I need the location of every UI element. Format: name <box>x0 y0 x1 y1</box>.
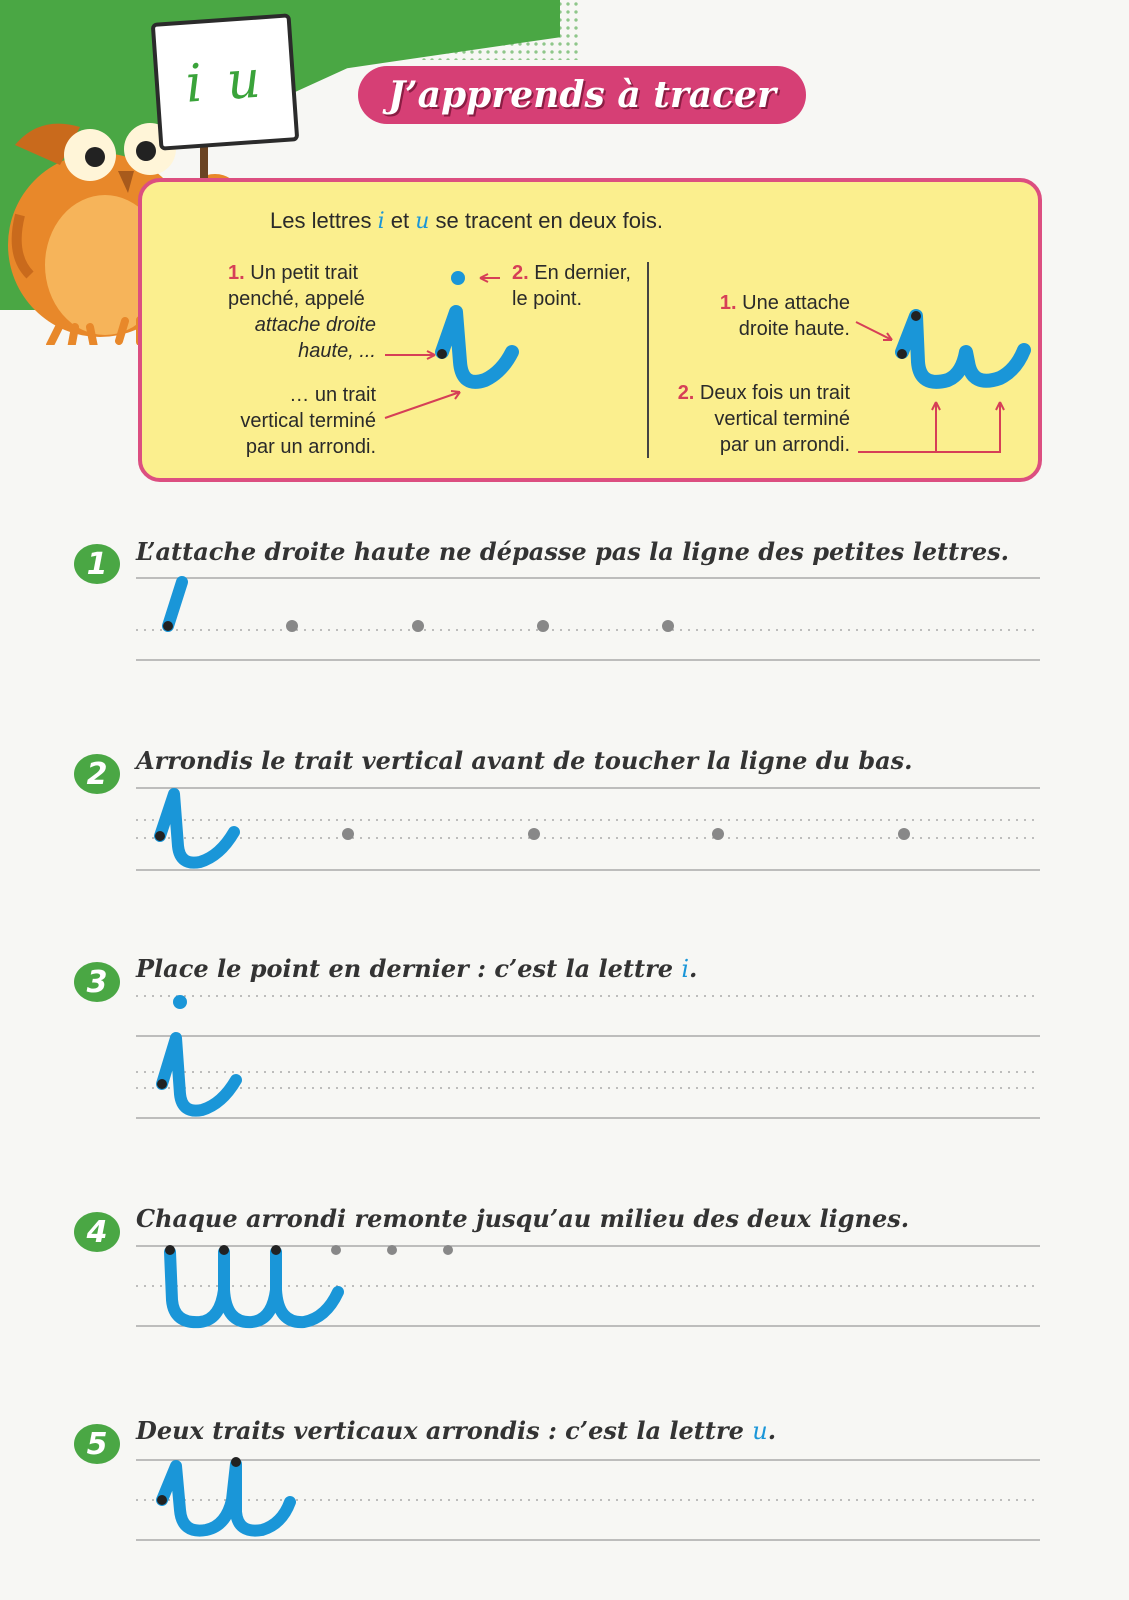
ex2-start-dot <box>342 828 354 840</box>
u-step1: 1. Une attache droite haute. <box>719 292 850 340</box>
i-step1: 1. Un petit trait penché, appelé <box>228 262 365 310</box>
ex1-start-dot <box>537 620 549 632</box>
ex1-start-dot <box>662 620 674 632</box>
exercise-instruction: Chaque arrondi remonte jusqu’au milieu des deux lignes. <box>136 1204 910 1233</box>
ex4-start-dot <box>443 1245 453 1255</box>
exercise-number-badge: 5 <box>74 1424 120 1464</box>
intro-letter-u: u <box>415 209 430 234</box>
intro-text-start: Les lettres <box>270 208 378 233</box>
exercise-number-badge: 3 <box>74 962 120 1002</box>
ex4-model-stroke <box>170 1252 224 1322</box>
i-step1-attache: attache droite haute, ... <box>254 314 376 362</box>
exercise-number-badge: 4 <box>74 1212 120 1252</box>
i-step1-trait: … un trait vertical terminé par un arrondi. <box>240 384 376 458</box>
ex3-dot <box>173 995 187 1009</box>
intro-text-mid: et <box>384 208 416 233</box>
ex4-start-dot <box>331 1245 341 1255</box>
exercise-instruction: Arrondis le trait vertical avant de toucher la ligne du bas. <box>136 746 913 775</box>
exercise-number-badge: 2 <box>74 754 120 794</box>
exercise-number-badge: 1 <box>74 544 120 584</box>
ex3-model-stroke <box>162 1038 236 1111</box>
exercise-instruction: L’attache droite haute ne dépasse pas la ligne des petites lettres. <box>136 537 1010 566</box>
page-title: J’apprends à tracer <box>388 74 776 116</box>
ex1-start-dot <box>286 620 298 632</box>
ex2-start-dot <box>528 828 540 840</box>
intro-letter-i: i <box>377 209 385 234</box>
ex4-start-dot <box>387 1245 397 1255</box>
exercise-letter: i <box>681 955 690 983</box>
i-step2: 2. En dernier, le point. <box>512 262 631 310</box>
exercise-letter: u <box>752 1417 768 1445</box>
ex2-start-dot <box>712 828 724 840</box>
exercise-instruction: Deux traits verticaux arrondis : c’est la lettre u. <box>136 1416 777 1445</box>
ex1-start-dot <box>412 620 424 632</box>
exercise-instruction: Place le point en dernier : c’est la lettre i. <box>136 954 698 983</box>
ex2-model-stroke <box>160 794 234 863</box>
ex2-start-dot <box>898 828 910 840</box>
intro-text-end: se tracent en deux fois. <box>429 208 663 233</box>
sign-letters: i u <box>183 49 267 115</box>
u-step2: 2. Deux fois un trait vertical terminé par un arrondi. <box>677 382 850 456</box>
ex1-model-stroke <box>168 582 182 626</box>
ex5-model-stroke <box>162 1464 290 1531</box>
